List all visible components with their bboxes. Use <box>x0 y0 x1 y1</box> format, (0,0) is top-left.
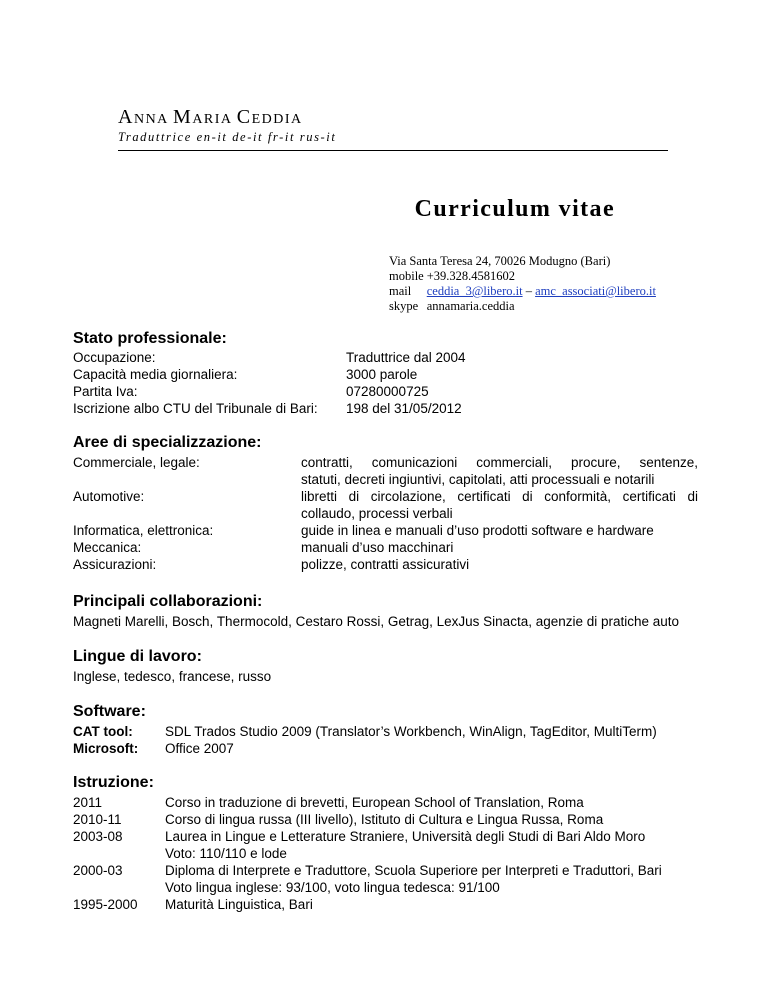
istruzione-year: 2010-11 <box>73 812 122 827</box>
email-link-secondary[interactable]: amc_associati@libero.it <box>535 284 656 298</box>
section-heading-collaborazioni: Principali collaborazioni: <box>73 593 263 610</box>
section-heading-stato: Stato professionale: <box>73 330 227 347</box>
stato-value: 198 del 31/05/2012 <box>346 401 462 416</box>
contact-mobile-value: +39.328.4581602 <box>426 269 516 283</box>
aree-label: Assicurazioni: <box>73 557 157 572</box>
aree-line: polizze, contratti assicurativi <box>301 557 470 572</box>
aree-label: Meccanica: <box>73 540 142 555</box>
istruzione-year: 1995-2000 <box>73 897 138 912</box>
stato-label: Occupazione: <box>73 350 156 365</box>
stato-row <box>73 400 693 417</box>
section-heading-software: Software: <box>73 703 146 720</box>
aree-label: Commerciale, legale: <box>73 455 200 470</box>
header-divider <box>118 150 668 151</box>
contact-mail-label: mail <box>389 284 412 298</box>
istruzione-year: 2000-03 <box>73 863 123 878</box>
stato-label: Iscrizione albo CTU del Tribunale di Bari: <box>73 401 318 416</box>
author-subtitle: Traduttrice en-it de-it fr-it rus-it <box>118 130 337 144</box>
aree-line: collaudo, processi verbali <box>301 506 453 521</box>
contact-block <box>389 254 656 314</box>
aree-label: Informatica, elettronica: <box>73 523 214 538</box>
aree-line: contratti, comunicazioni commerciali, procure, sentenze, <box>301 455 698 470</box>
stato-label: Capacità media giornaliera: <box>73 367 238 382</box>
istruzione-line: Voto lingua inglese: 93/100, voto lingua tedesca: 91/100 <box>165 880 500 895</box>
istruzione-year: 2011 <box>73 795 103 810</box>
stato-table <box>73 349 693 417</box>
aree-label: Automotive: <box>73 489 145 504</box>
stato-row <box>73 366 693 383</box>
lingue-text: Inglese, tedesco, francese, russo <box>73 669 272 684</box>
istruzione-year: 2003-08 <box>73 829 123 844</box>
software-label: Microsoft: <box>73 741 139 756</box>
stato-value: Traduttrice dal 2004 <box>346 350 466 365</box>
contact-skype-row <box>389 299 656 314</box>
collaborazioni-text: Magneti Marelli, Bosch, Thermocold, Cestaro Rossi, Getrag, LexJus Sinacta, agenzie di pratiche auto <box>73 614 680 629</box>
istruzione-line: Voto: 110/110 e lode <box>165 846 287 861</box>
contact-mail-row <box>389 284 656 299</box>
aree-line: libretti di circolazione, certificati di conformità, certificati di <box>301 489 698 504</box>
istruzione-line: Corso di lingua russa (III livello), Istituto di Cultura e Lingua Russa, Roma <box>165 812 604 827</box>
istruzione-line: Diploma di Interprete e Traduttore, Scuola Superiore per Interpreti e Traduttori, Bari <box>165 863 662 878</box>
istruzione-line: Maturità Linguistica, Bari <box>165 897 313 912</box>
istruzione-line: Laurea in Lingue e Letterature Straniere, Università degli Studi di Bari Aldo Moro <box>165 829 646 844</box>
contact-skype-value: annamaria.ceddia <box>426 299 515 313</box>
software-value: SDL Trados Studio 2009 (Translator’s Workbench, WinAlign, TagEditor, MultiTerm) <box>165 724 657 739</box>
document-title: Curriculum vitae <box>414 196 615 222</box>
aree-descriptions <box>301 454 698 573</box>
stato-label: Partita Iva: <box>73 384 138 399</box>
aree-line: guide in linea e manuali d’uso prodotti software e hardware <box>301 523 654 538</box>
contact-mobile-label: mobile <box>389 269 424 283</box>
contact-skype-label: skype <box>389 299 419 313</box>
contact-address: Via Santa Teresa 24, 70026 Modugno (Bari) <box>389 254 611 268</box>
istruzione-line: Corso in traduzione di brevetti, European School of Translation, Roma <box>165 795 584 810</box>
aree-line: statuti, decreti ingiuntivi, capitolati, atti processuali e notarili <box>301 472 655 487</box>
section-heading-istruzione: Istruzione: <box>73 774 154 791</box>
contact-mobile-row <box>389 269 656 284</box>
email-link-primary[interactable]: ceddia_3@libero.it <box>426 284 523 298</box>
email-separator: – <box>522 284 536 298</box>
section-heading-lingue: Lingue di lavoro: <box>73 648 202 665</box>
stato-value: 3000 parole <box>346 367 418 382</box>
stato-row <box>73 349 693 366</box>
software-value: Office 2007 <box>165 741 234 756</box>
author-name: ANNA MARIA CEDDIA <box>118 106 303 128</box>
stato-value: 07280000725 <box>346 384 429 399</box>
stato-row <box>73 383 693 400</box>
software-label: CAT tool: <box>73 724 133 739</box>
aree-line: manuali d’uso macchinari <box>301 540 454 555</box>
section-heading-aree: Aree di specializzazione: <box>73 434 262 451</box>
